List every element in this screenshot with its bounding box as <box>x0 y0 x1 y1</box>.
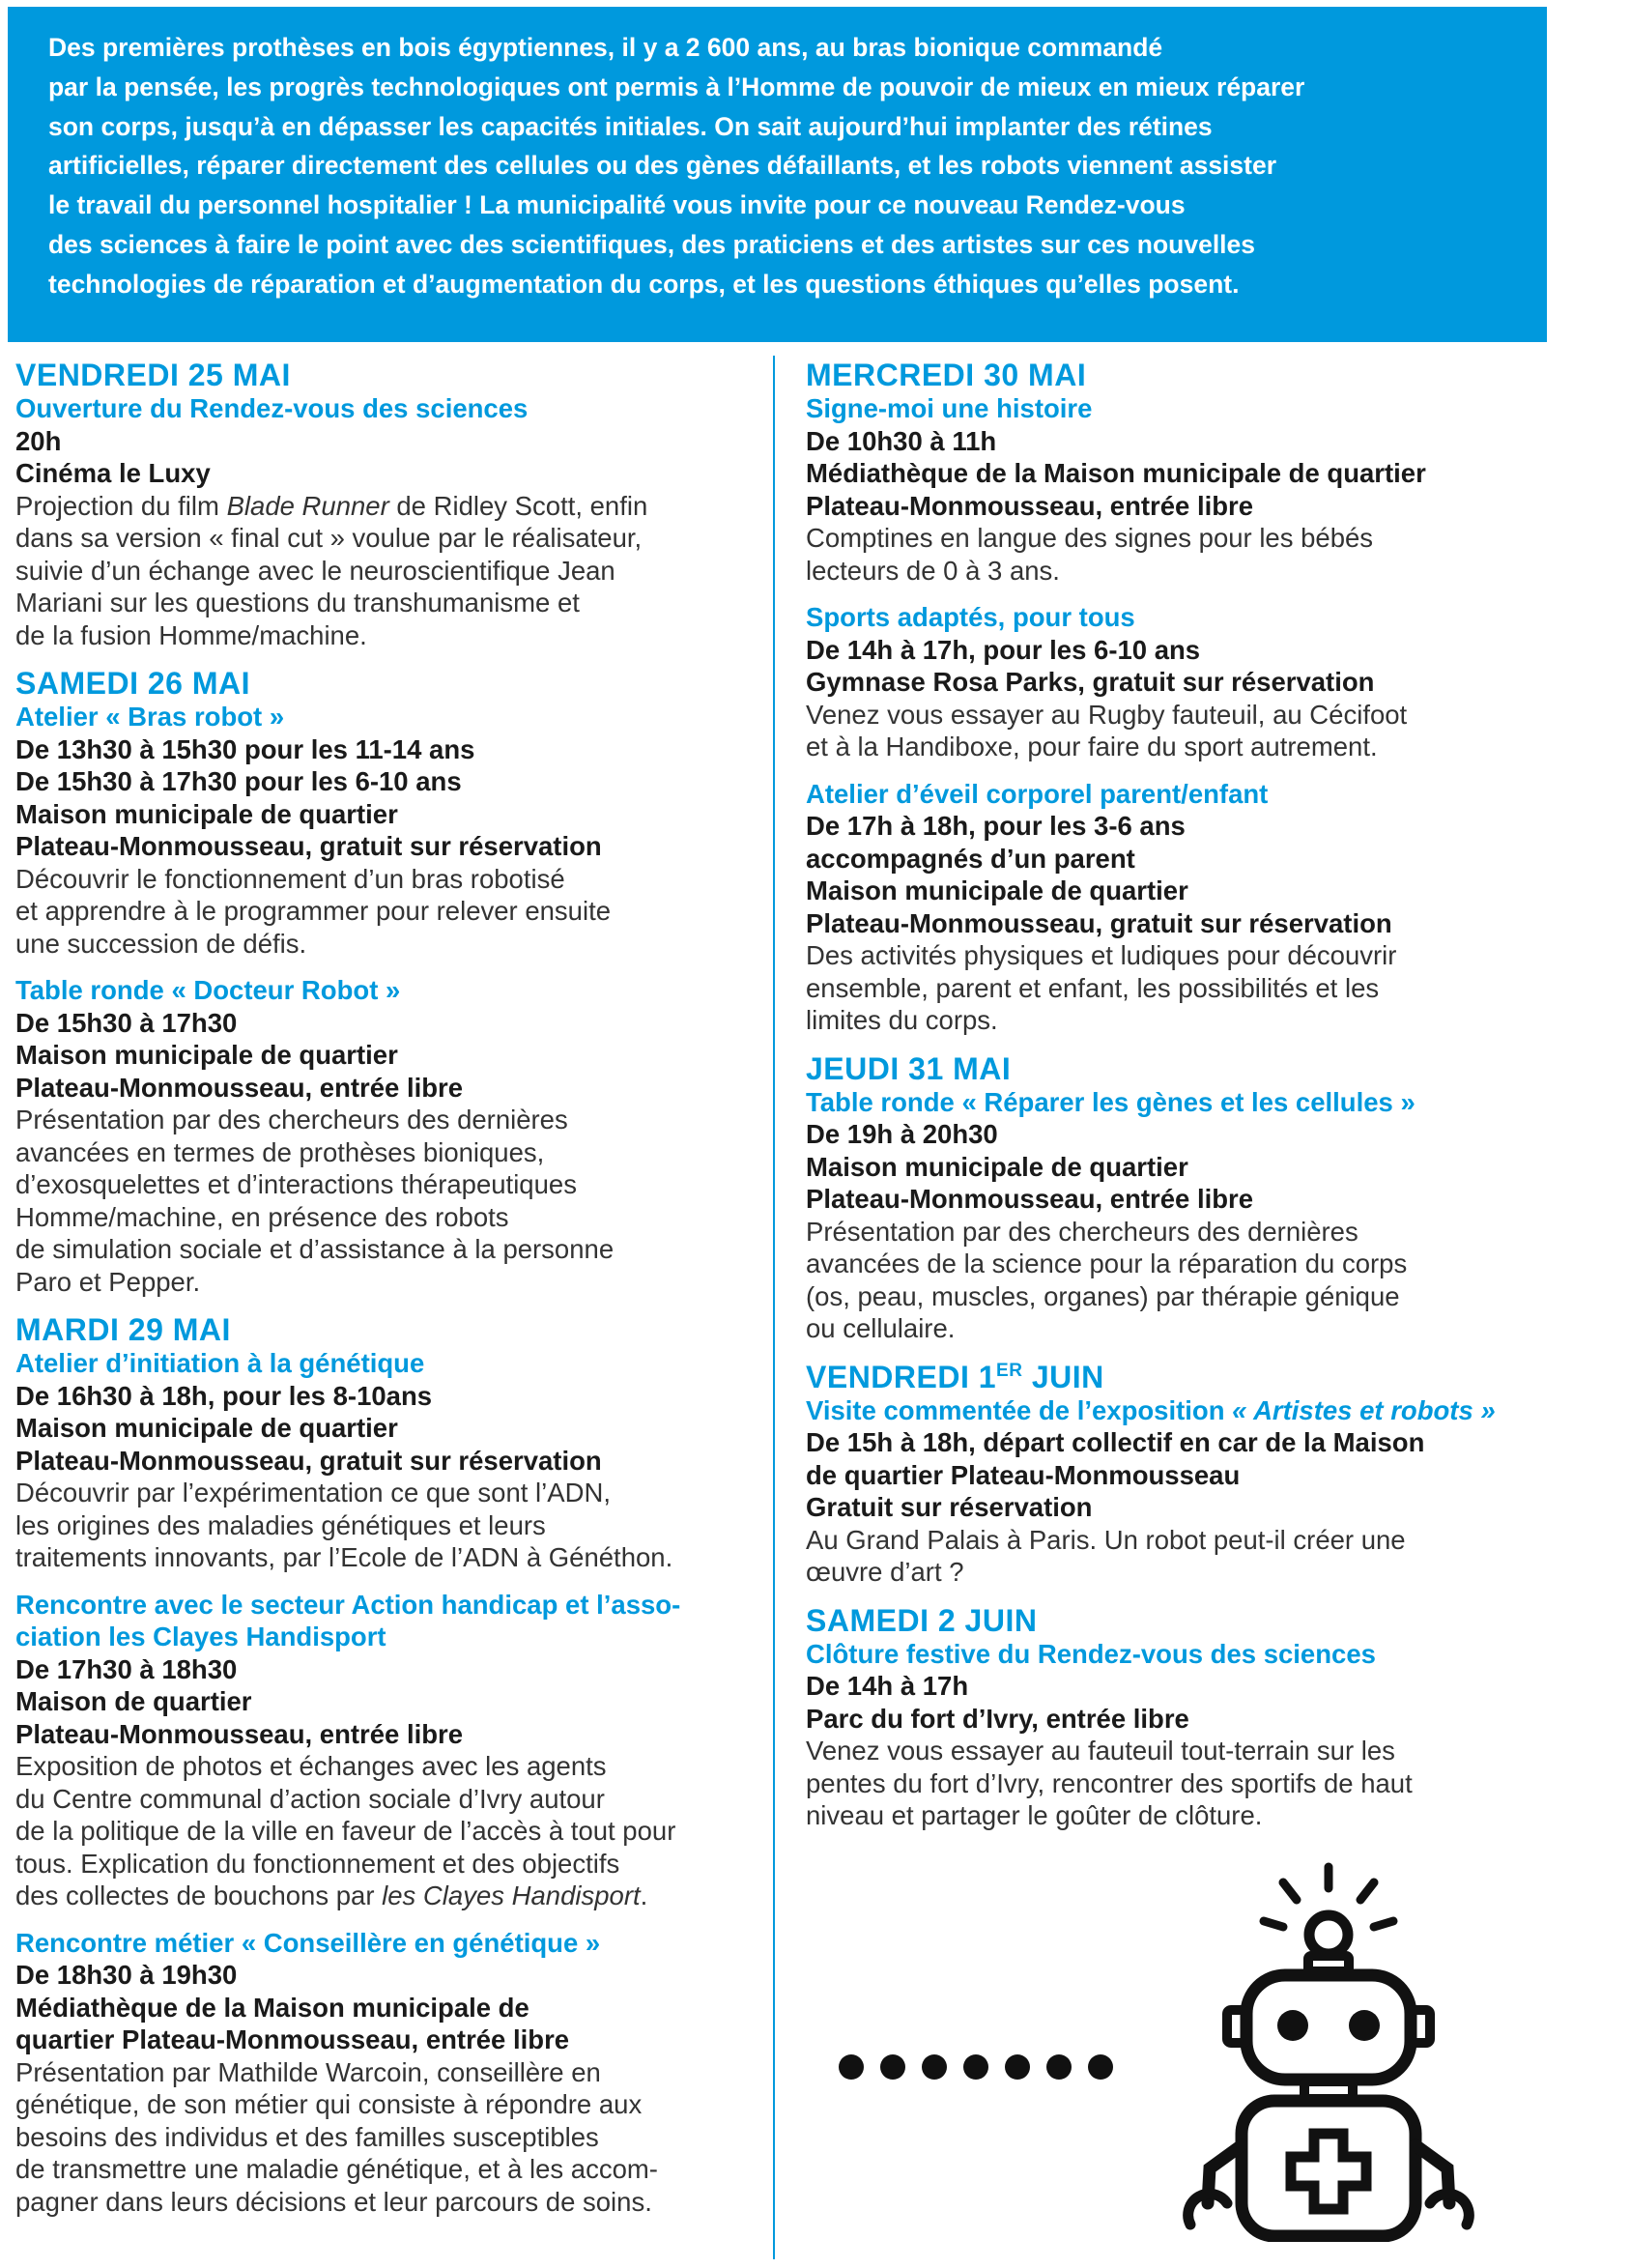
dot <box>963 2054 988 2080</box>
event-item <box>806 601 1579 763</box>
event-title: Table ronde « Docteur Robot » <box>15 975 401 1005</box>
column-divider <box>773 356 775 2259</box>
day-title: MARDI 29 MAI <box>15 1312 231 1347</box>
event-description: Présentation par des chercheurs des dernières avancées en termes de prothèses bioniques, d’exosquelettes et d’interactions thérapeutiques Homme/machine, en présence des robots de simulation sociale et d’assistance à la personne Paro et Pepper. <box>15 1105 615 1297</box>
event-title: Atelier « Bras robot » <box>15 702 285 732</box>
event-item <box>15 1347 764 1574</box>
ordinal-suffix: ER <box>996 1360 1023 1381</box>
event-details: De 14h à 17h, pour les 6-10 ans Gymnase Rosa Parks, gratuit sur réservation <box>806 634 1375 697</box>
intro-text: Des premières prothèses en bois égyptiennes, il y a 2 600 ans, au bras bionique commandé par la pensée, les progrès technologiques ont permis à l’Homme de pouvoir de mieux en mieux réparer son corps, jusqu’à en dépasser les capacités initiales. On sait aujourd’hui implanter des rétines artificielles, réparer directement des cellules ou des gènes défaillants, et les robots viennent assister le travail du personnel hospitalier ! La municipalité vous invite pour ce nouveau Rendez-vous des sciences à faire le point avec des scientifiques, des praticiens et des artistes sur ces nouvelles technologies de réparation et d’augmentation du corps, et les questions éthiques qu’elles posent. <box>48 33 1305 299</box>
event-item <box>15 974 764 1298</box>
day-section <box>15 666 764 1298</box>
event-item <box>806 1638 1579 1832</box>
day-section <box>15 358 764 651</box>
event-details: De 15h à 18h, départ collectif en car de la Maison de quartier Plateau-Monmousseau Gratuit sur réservation <box>806 1427 1425 1522</box>
event-title: Signe-moi une histoire <box>806 393 1093 423</box>
event-details: De 16h30 à 18h, pour les 8-10ans Maison municipale de quartier Plateau-Monmousseau, gratuit sur réservation <box>15 1380 602 1476</box>
event-description: Présentation par Mathilde Warcoin, conseillère en génétique, de son métier qui consiste à répondre aux besoins des individus et des familles susceptibles de transmettre une maladie génétique, et à les accom- pagner dans leurs décisions et leur parcours de soins. <box>15 2056 658 2217</box>
event-details: De 17h30 à 18h30 Maison de quartier Plateau-Monmousseau, entrée libre <box>15 1653 464 1749</box>
day-title: VENDREDI 25 MAI <box>15 358 291 392</box>
film-title: Blade Runner <box>226 490 389 521</box>
event-item <box>806 778 1579 1037</box>
event-title: Table ronde « Réparer les gènes et les cellules » <box>806 1086 1416 1117</box>
organization-name: les Clayes Handisport <box>382 1880 641 1910</box>
event-description: Comptines en langue des signes pour les bébés lecteurs de 0 à 3 ans. <box>806 523 1374 586</box>
day-title: SAMEDI 26 MAI <box>15 666 250 701</box>
event-details: De 18h30 à 19h30 Médiathèque de la Maison municipale de quartier Plateau-Monmousseau, entrée libre <box>15 1960 570 2054</box>
event-item <box>15 1927 764 2219</box>
event-item <box>806 392 1579 587</box>
event-item <box>15 701 764 960</box>
day-title: SAMEDI 2 JUIN <box>806 1602 1038 1638</box>
dot <box>880 2054 905 2080</box>
event-title: Atelier d’initiation à la génétique <box>15 1348 425 1378</box>
event-details: De 14h à 17h Parc du fort d’Ivry, entrée libre <box>806 1671 1189 1734</box>
right-column <box>806 358 1579 1847</box>
event-item <box>15 392 764 651</box>
robot-with-medical-cross-icon <box>1169 1855 1488 2242</box>
dot <box>922 2054 947 2080</box>
event-title: Ouverture du Rendez-vous des sciences <box>15 393 529 423</box>
day-section <box>806 1051 1579 1345</box>
dotted-line <box>839 2054 1113 2080</box>
event-details: De 13h30 à 15h30 pour les 11-14 ans De 15h30 à 17h30 pour les 6-10 ans Maison municipale de quartier Plateau-Monmousseau, gratuit sur réservation <box>15 733 602 861</box>
event-title: Rencontre avec le secteur Action handicap et l’asso- ciation les Clayes Handisport <box>15 1589 681 1651</box>
event-details: De 10h30 à 11h Médiathèque de la Maison municipale de quartier Plateau-Monmousseau, entrée libre <box>806 425 1426 521</box>
event-description: Découvrir le fonctionnement d’un bras robotisé et apprendre à le programmer pour relever ensuite une succession de défis. <box>15 863 612 959</box>
event-item <box>806 1086 1579 1345</box>
event-description: Présentation par des chercheurs des dernières avancées de la science pour la réparation du corps (os, peau, muscles, organes) par thérapie génique ou cellulaire. <box>806 1216 1408 1343</box>
intro-banner <box>8 7 1547 342</box>
event-description: Découvrir par l’expérimentation ce que sont l’ADN, les origines des maladies génétiques et leurs traitements innovants, par l’Ecole de l’ADN à Généthon. <box>15 1478 673 1572</box>
event-title: Clôture festive du Rendez-vous des sciences <box>806 1638 1376 1669</box>
event-description: Venez vous essayer au Rugby fauteuil, au Cécifoot et à la Handiboxe, pour faire du sport autrement. <box>806 699 1408 761</box>
day-section <box>15 1312 764 2218</box>
event-details: De 19h à 20h30 Maison municipale de quartier Plateau-Monmousseau, entrée libre <box>806 1119 1254 1214</box>
event-description: Exposition de photos et échanges avec les agents du Centre communal d’action sociale d’Ivry autour de la politique de la ville en faveur de l’accès à tout pour tous. Explication du fonctionnement et des objectifs des collectes de bouchons par les Clayes Handisport. <box>15 1751 676 1910</box>
event-title: Rencontre métier « Conseillère en génétique » <box>15 1927 601 1958</box>
exhibition-name: « Artistes et robots » <box>1232 1394 1496 1425</box>
day-title: JEUDI 31 MAI <box>806 1050 1012 1086</box>
event-description: Projection du film Blade Runner de Ridley Scott, enfin dans sa version « final cut » voulue par le réalisateur, suivie d’un échange avec le neuroscientifique Jean Mariani sur les questions du transhumanisme et de la fusion Homme/machine. <box>15 490 648 650</box>
event-item <box>806 1394 1579 1589</box>
dot <box>839 2054 864 2080</box>
dot <box>1046 2054 1072 2080</box>
event-item <box>15 1589 764 1912</box>
event-description: Venez vous essayer au fauteuil tout-terrain sur les pentes du fort d’Ivry, rencontrer des sportifs de haut niveau et partager le goûter de clôture. <box>806 1736 1413 1830</box>
day-section <box>806 1360 1579 1589</box>
dot <box>1088 2054 1113 2080</box>
event-details: 20h Cinéma le Luxy <box>15 425 211 488</box>
event-details: De 15h30 à 17h30 Maison municipale de quartier Plateau-Monmousseau, entrée libre <box>15 1007 464 1103</box>
left-column <box>15 358 764 2232</box>
event-details: De 17h à 18h, pour les 3-6 ans accompagnés d’un parent Maison municipale de quartier Plateau-Monmousseau, gratuit sur réservation <box>806 811 1392 938</box>
day-section <box>806 358 1579 1037</box>
day-title: VENDREDI 1ER JUIN <box>806 1359 1104 1394</box>
event-title: Visite commentée de l’exposition « Artistes et robots » <box>806 1394 1496 1425</box>
dot <box>1005 2054 1030 2080</box>
event-description: Au Grand Palais à Paris. Un robot peut-il créer une œuvre d’art ? <box>806 1524 1406 1587</box>
event-title: Sports adaptés, pour tous <box>806 602 1135 632</box>
day-section <box>806 1603 1579 1832</box>
event-title: Atelier d’éveil corporel parent/enfant <box>806 778 1269 809</box>
event-description: Des activités physiques et ludiques pour découvrir ensemble, parent et enfant, les possibilités et les limites du corps. <box>806 940 1397 1035</box>
day-title: MERCREDI 30 MAI <box>806 358 1087 392</box>
